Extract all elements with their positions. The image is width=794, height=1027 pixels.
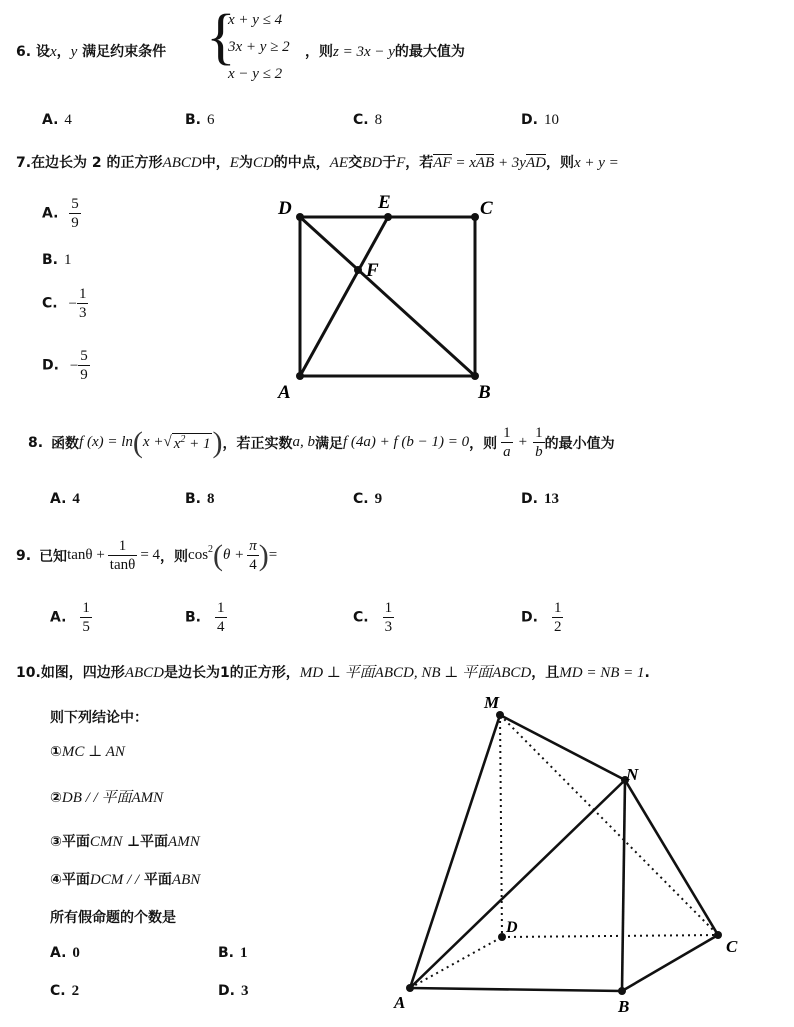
q10-number: 10. — [16, 665, 41, 681]
edge-bc — [622, 935, 718, 991]
q8-number: 8. — [28, 434, 44, 451]
point-c — [471, 213, 479, 221]
point-b — [471, 372, 479, 380]
q6-option-c[interactable]: C. 8 — [353, 112, 383, 128]
vector-ad: AD — [525, 155, 546, 171]
edge-an — [410, 780, 625, 988]
q8-option-a[interactable]: A. 4 — [50, 491, 80, 507]
q10-solid-figure — [390, 690, 770, 1020]
label-b: B — [618, 997, 630, 1016]
q10-statement-2: ②DB / / 平面AMN — [50, 790, 164, 806]
label-d: D — [506, 919, 518, 936]
q9-option-a[interactable]: A. $\frac{1}{5}$ — [50, 600, 90, 635]
hidden-edge-dc — [502, 935, 718, 937]
q9-number: 9. — [16, 547, 32, 564]
q10-option-d[interactable]: D. 3 — [218, 983, 249, 999]
q10-statement-4: ④平面DCM / / 平面ABN — [50, 872, 201, 888]
label-f: F — [366, 260, 379, 281]
q6-constraint-1: x + y ≤ 4 — [228, 12, 283, 28]
q7-option-a[interactable]: A. $\frac{5}{9}$ — [42, 196, 79, 231]
q10-statement-3: ③平面CMN ⊥平面AMN — [50, 834, 200, 850]
point-e — [384, 213, 392, 221]
edge-ab — [410, 988, 622, 991]
edge-am — [410, 715, 500, 988]
q10-intro: 则下列结论中： — [50, 710, 148, 726]
point-d — [498, 933, 506, 941]
q10-option-a[interactable]: A. 0 — [50, 945, 80, 961]
point-d — [296, 213, 304, 221]
q6-option-b[interactable]: B. 6 — [185, 112, 215, 128]
q10-question: 所有假命题的个数是 — [50, 910, 176, 926]
label-a: A — [394, 993, 406, 1012]
q9-option-c[interactable]: C. $\frac{1}{3}$ — [353, 600, 393, 635]
q8-function: f (x) = ln — [79, 434, 133, 450]
label-n: N — [626, 765, 639, 784]
q6-objective: z = 3x − y — [333, 44, 395, 60]
edge-nc — [625, 780, 718, 935]
edge-mn — [500, 715, 625, 780]
label-m: M — [484, 693, 500, 712]
q9-option-d[interactable]: D. $\frac{1}{2}$ — [521, 600, 562, 635]
segment-ae — [300, 217, 388, 376]
point-a — [296, 372, 304, 380]
label-b: B — [478, 382, 491, 403]
point-a — [406, 984, 414, 992]
q10-option-b[interactable]: B. 1 — [218, 945, 248, 961]
q10-stem: 10.如图，四边形ABCD是边长为1的正方形，MD ⊥ 平面ABCD, NB ⊥ 平面ABCD，且MD = NB = 1. — [16, 665, 650, 681]
q10-statement-1: ①MC ⊥ AN — [50, 744, 125, 760]
q9-option-b[interactable]: B. $\frac{1}{4}$ — [185, 600, 225, 635]
q8-option-c[interactable]: C. 9 — [353, 491, 383, 507]
q8-option-d[interactable]: D. 13 — [521, 491, 559, 507]
q6-constraint-3: x − y ≤ 2 — [228, 66, 283, 82]
q8-stem: 8. 函数 f (x) = ln ( x + √ $x^2 + 1$ ) ，若正实数 a, b 满足 f (4a) + f (b − 1) = 0 ，则 $\frac{1}{a}$ + $\frac{1}{b}$ 的最小值为 — [28, 425, 615, 460]
q6-stem: 6. 设x，y 满足约束条件 — [16, 44, 167, 60]
vector-af: AF — [433, 155, 452, 171]
label-c: C — [726, 937, 738, 956]
q6-constraints — [228, 7, 290, 88]
q6-stem-tail: ，则z = 3x − y的最大值为 — [305, 44, 465, 60]
q7-square-figure — [270, 190, 500, 405]
q7-option-d[interactable]: D. − $\frac{5}{9}$ — [42, 348, 88, 383]
q6-option-d[interactable]: D. 10 — [521, 112, 559, 128]
q10-option-c[interactable]: C. 2 — [50, 983, 80, 999]
diagonal-db — [300, 217, 475, 376]
point-f — [354, 266, 362, 274]
label-c: C — [480, 198, 493, 219]
point-c — [714, 931, 722, 939]
q7-number: 7. — [16, 155, 32, 171]
hidden-edge-md — [500, 715, 502, 937]
point-m — [496, 711, 504, 719]
q9-stem: 9. 已知 tanθ + $\frac{1}{\tan\theta}$ = 4 ，则 cos 2 ( θ + $\frac{\pi}{4}$ ) = — [16, 538, 278, 573]
q8-option-b[interactable]: B. 8 — [185, 491, 215, 507]
q7-stem: 7.在边长为 2 的正方形ABCD中，E为CD的中点，AE交BD于F，若AF = xAB + 3yAD，则x + y = — [16, 155, 619, 171]
vector-ab: AB — [475, 155, 495, 171]
q7-option-c[interactable]: C. − $\frac{1}{3}$ — [42, 286, 87, 321]
label-e: E — [378, 192, 391, 213]
label-d: D — [278, 198, 292, 219]
q6-constraint-2: 3x + y ≥ 2 — [228, 39, 290, 55]
edge-bn — [622, 780, 625, 991]
point-b — [618, 987, 626, 995]
label-a: A — [278, 382, 291, 403]
q6-option-a[interactable]: A. 4 — [42, 112, 72, 128]
q6-brace: { — [206, 3, 236, 71]
q6-number: 6. — [16, 44, 32, 60]
hidden-edge-mc — [500, 715, 718, 935]
q7-option-b[interactable]: B. 1 — [42, 252, 72, 268]
